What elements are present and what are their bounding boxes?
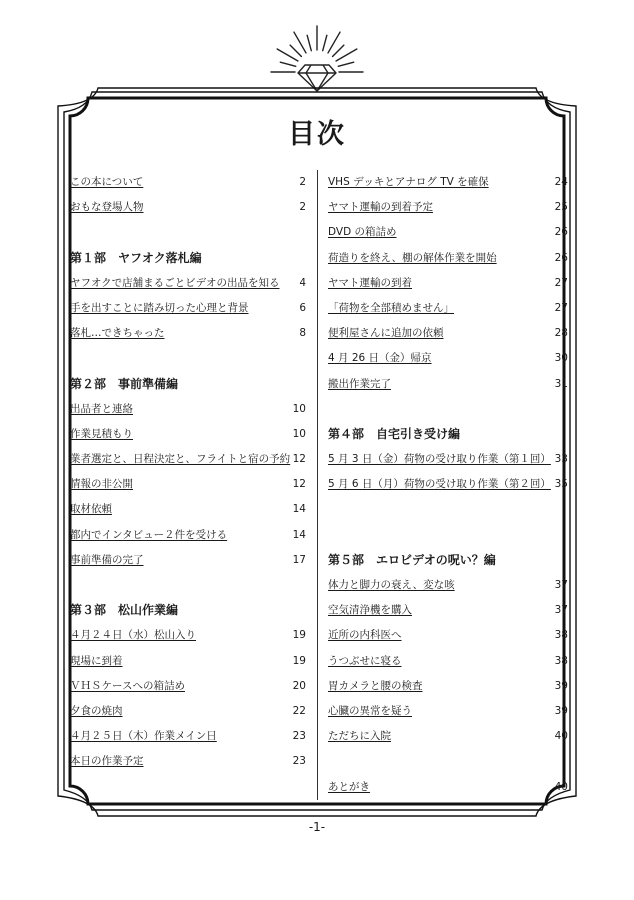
toc-entry-link[interactable]: ＶＨＳケースへの箱詰め xyxy=(70,679,185,692)
toc-entry-link[interactable]: 便利屋さんに追加の依頼 xyxy=(328,327,444,340)
toc-entry-link[interactable]: 胃カメラと腰の検査 xyxy=(328,679,423,692)
toc-entry[interactable] xyxy=(328,246,568,271)
section-heading: 第４部 自宅引き受け編 xyxy=(328,426,461,441)
toc-entry[interactable] xyxy=(70,623,306,648)
toc-entry[interactable] xyxy=(70,170,306,195)
toc-entry[interactable] xyxy=(70,497,306,522)
spacer xyxy=(328,397,568,422)
toc-entry[interactable] xyxy=(328,598,568,623)
toc-entry[interactable] xyxy=(70,699,306,724)
toc-entry-link[interactable]: 心臓の異常を疑う xyxy=(328,704,412,717)
toc-entry[interactable] xyxy=(70,548,306,573)
toc-entry[interactable] xyxy=(328,472,568,497)
toc-left-column xyxy=(70,170,306,775)
toc-page-number: 40 xyxy=(554,780,568,793)
spacer xyxy=(70,346,306,371)
toc-entry[interactable] xyxy=(328,699,568,724)
toc-entry[interactable] xyxy=(328,170,568,195)
toc-page-number: 8 xyxy=(299,327,306,340)
toc-page-number: 38 xyxy=(554,629,568,642)
toc-entry-link[interactable]: 落札…できちゃった xyxy=(70,327,165,340)
toc-entry[interactable] xyxy=(70,195,306,220)
toc-entry[interactable] xyxy=(328,321,568,346)
toc-entry[interactable] xyxy=(328,220,568,245)
toc-entry-link[interactable]: 手を出すことに踏み切った心理と背景 xyxy=(70,301,249,314)
toc-page-number: 17 xyxy=(292,553,306,566)
section-heading: 第２部 事前準備編 xyxy=(70,376,179,391)
toc-entry-link[interactable]: 夕食の焼肉 xyxy=(70,704,123,717)
toc-entry-link[interactable]: あとがき xyxy=(328,780,370,793)
spacer xyxy=(328,497,568,522)
toc-entry[interactable] xyxy=(328,346,568,371)
toc-entry[interactable] xyxy=(328,447,568,472)
toc-page-number: 25 xyxy=(554,201,568,214)
toc-entry-link[interactable]: 搬出作業完了 xyxy=(328,377,391,390)
section-heading: 第５部 エロビデオの呪い？編 xyxy=(328,552,496,567)
toc-page-number: 14 xyxy=(292,528,306,541)
toc-entry-link[interactable]: 取材依頼 xyxy=(70,503,112,516)
toc-entry[interactable] xyxy=(328,674,568,699)
spacer xyxy=(70,573,306,598)
toc-entry-link[interactable]: ヤフオクで店舗まるごとビデオの出品を知る xyxy=(70,276,280,289)
toc-page-number: 2 xyxy=(299,176,306,188)
toc-page-number: 27 xyxy=(554,301,568,314)
toc-page-number: 27 xyxy=(554,276,568,289)
toc-entry-link[interactable]: ただちに入院 xyxy=(328,730,391,743)
toc-entry-link[interactable]: 業者選定と、日程決定と、フライトと宿の予約 xyxy=(70,453,291,466)
toc-right-column xyxy=(328,170,568,800)
toc-entry-link[interactable]: 出品者と連絡 xyxy=(70,402,133,415)
toc-entry-link[interactable]: 5 月 6 日（月）荷物の受け取り作業（第２回） xyxy=(328,478,551,491)
toc-page-number: 28 xyxy=(554,327,568,340)
toc-page-number: 19 xyxy=(292,629,306,642)
toc-page-number: 12 xyxy=(292,453,306,466)
toc-page-number: 40 xyxy=(554,730,568,743)
toc-page-number: 30 xyxy=(554,352,568,365)
toc-entry[interactable] xyxy=(70,321,306,346)
toc-entry-link[interactable]: 体力と脚力の衰え、変な咳 xyxy=(328,579,455,591)
toc-entry-link[interactable]: この本について xyxy=(70,176,144,188)
toc-entry[interactable] xyxy=(328,775,568,800)
toc-entry-link[interactable]: DVD の箱詰め xyxy=(328,226,397,239)
toc-entry[interactable] xyxy=(70,397,306,422)
toc-entry[interactable] xyxy=(328,573,568,598)
toc-page-number: 19 xyxy=(292,654,306,667)
toc-page-number: 26 xyxy=(554,226,568,239)
toc-entry-link[interactable]: 近所の内科医へ xyxy=(328,629,402,642)
toc-page-number: 23 xyxy=(292,755,306,768)
toc-entry[interactable] xyxy=(70,674,306,699)
toc-entry[interactable] xyxy=(328,296,568,321)
page-number: -1- xyxy=(308,820,326,834)
toc-entry-link[interactable]: ４月２４日（水）松山入り xyxy=(70,629,196,642)
toc-entry-link[interactable]: 事前準備の完了 xyxy=(70,553,144,566)
toc-page-number: 20 xyxy=(292,679,306,692)
section-heading: 第３部 松山作業編 xyxy=(70,603,179,618)
toc-entry-link[interactable]: ４月２５日（木）作業メイン日 xyxy=(70,730,217,743)
toc-entry-link[interactable]: 荷造りを終え、棚の解体作業を開始 xyxy=(328,251,497,264)
toc-entry-link[interactable]: 5 月 3 日（金）荷物の受け取り作業（第１回） xyxy=(328,453,551,466)
toc-entry-link[interactable]: ヤマト運輸の到着 xyxy=(328,276,412,289)
toc-page-number: 39 xyxy=(554,704,568,717)
toc-page-number: 24 xyxy=(554,176,568,188)
toc-page-number: 37 xyxy=(554,579,568,591)
diamond-ornament-icon xyxy=(0,0,634,120)
toc-page-number: 23 xyxy=(292,730,306,743)
toc-entry[interactable] xyxy=(70,749,306,774)
toc-entry[interactable] xyxy=(70,296,306,321)
toc-entry-link[interactable]: 作業見積もり xyxy=(70,427,133,440)
toc-page-number: 10 xyxy=(292,427,306,440)
toc-page-number: 4 xyxy=(299,276,306,289)
toc-entry-link[interactable]: VHS デッキとアナログ TV を確保 xyxy=(328,176,489,188)
toc-entry-link[interactable]: おもな登場人物 xyxy=(70,201,144,214)
toc-entry-link[interactable]: 都内でインタビュー２件を受ける xyxy=(70,528,228,541)
toc-page-number: 38 xyxy=(554,654,568,667)
toc-entry[interactable] xyxy=(70,422,306,447)
toc-entry-link[interactable]: ヤマト運輸の到着予定 xyxy=(328,201,433,214)
toc-page-number: 6 xyxy=(299,301,306,314)
toc-entry[interactable] xyxy=(328,623,568,648)
toc-entry[interactable] xyxy=(328,195,568,220)
toc-entry[interactable] xyxy=(328,649,568,674)
toc-entry-link[interactable]: 空気清浄機を購入 xyxy=(328,604,412,617)
toc-entry[interactable] xyxy=(70,472,306,497)
spacer xyxy=(328,749,568,774)
toc-entry[interactable] xyxy=(328,271,568,296)
toc-entry-link[interactable]: 情報の非公開 xyxy=(70,478,133,491)
page-title: 目次 xyxy=(288,119,346,150)
toc-page-number: 12 xyxy=(292,478,306,491)
column-divider xyxy=(317,170,318,800)
toc-page-number: 31 xyxy=(554,377,568,390)
toc-page-number: 10 xyxy=(292,402,306,415)
toc-page-number: 35 xyxy=(554,478,568,491)
toc-entry-link[interactable]: 4 月 26 日（金）帰京 xyxy=(328,352,432,365)
toc-page-number: 39 xyxy=(554,679,568,692)
toc-page-number: 22 xyxy=(292,704,306,717)
toc-entry[interactable] xyxy=(70,724,306,749)
toc-entry[interactable] xyxy=(70,271,306,296)
toc-entry[interactable] xyxy=(70,523,306,548)
section-heading: 第１部 ヤフオク落札編 xyxy=(70,250,202,265)
toc-page-number: 14 xyxy=(292,503,306,516)
spacer xyxy=(328,523,568,548)
toc-page-number: 26 xyxy=(554,251,568,264)
toc-entry-link[interactable]: 現場に到着 xyxy=(70,654,123,667)
toc-entry-link[interactable]: うつぶせに寝る xyxy=(328,654,402,667)
toc-entry-link[interactable]: 「荷物を全部積めません」 xyxy=(328,301,454,314)
toc-page-number: 2 xyxy=(299,201,306,214)
spacer xyxy=(70,220,306,245)
toc-entry[interactable] xyxy=(70,649,306,674)
toc-entry-link[interactable]: 本日の作業予定 xyxy=(70,755,144,768)
toc-page-number: 33 xyxy=(554,453,568,466)
toc-entry[interactable] xyxy=(70,447,306,472)
toc-entry[interactable] xyxy=(328,372,568,397)
toc-page-number: 37 xyxy=(554,604,568,617)
toc-entry[interactable] xyxy=(328,724,568,749)
